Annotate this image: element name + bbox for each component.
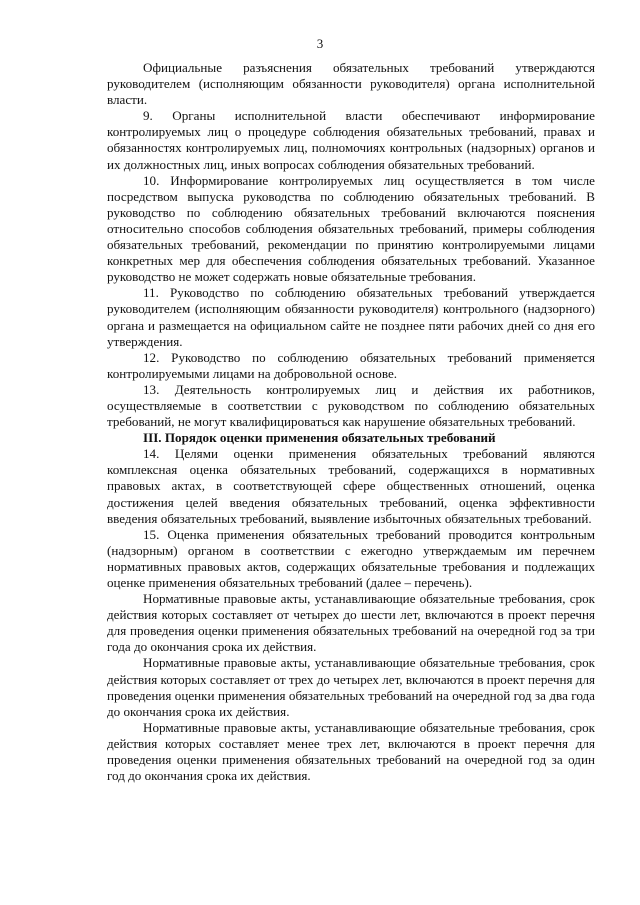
paragraph-9: 9. Органы исполнительной власти обеспечивают информирование контролируемых лиц о процедуре соблюдения обязательных требований, правах и обязанностях контролируемых лиц, полномочиях контрольных (надзорных) органов и их должностных лиц, иных вопросах соблюдения обязательных требований. — [107, 108, 595, 172]
paragraph-three-to-four-years: Нормативные правовые акты, устанавливающие обязательные требования, срок действия которых составляет от трех до четырех лет, включаются в проект перечня для проведения оценки применения обязательных требований на очередной год за два года до окончания срока их действия. — [107, 655, 595, 719]
document-body — [107, 60, 595, 784]
paragraph-four-to-six-years: Нормативные правовые акты, устанавливающие обязательные требования, срок действия которых составляет от четырех до шести лет, включаются в проект перечня для проведения оценки применения обязательных требований на очередной год за три года до окончания срока их действия. — [107, 591, 595, 655]
paragraph-10: 10. Информирование контролируемых лиц осуществляется в том числе посредством выпуска руководства по соблюдению обязательных требований. В руководство по соблюдению обязательных требований включаются пояснения относительно способов соблюдения обязательных требований, примеры соблюдения обязательных требований, рекомендации по принятию контролируемыми лицами конкретных мер для обеспечения соблюдения обязательных требований. Указанное руководство не может содержать новые обязательные требования. — [107, 172, 595, 285]
paragraph-11: 11. Руководство по соблюдению обязательных требований утверждается руководителем (исполняющим обязанности руководителя) контрольного (надзорного) органа и размещается на официальном сайте не позднее пяти рабочих дней со дня его утверждения. — [107, 285, 595, 349]
page-number: 3 — [316, 36, 324, 51]
section-title: III. Порядок оценки применения обязательных требований — [143, 430, 496, 446]
paragraph-14: 14. Целями оценки применения обязательных требований являются комплексная оценка обязательных требований, содержащихся в нормативных правовых актах, в соответствующей сфере общественных отношений, оценка достижения целей введения обязательных требований, оценка эффективности введения обязательных требований, выявление избыточных обязательных требований. — [107, 446, 595, 526]
paragraph-13: 13. Деятельность контролируемых лиц и действия их работников, осуществляемые в соответствии с руководством по соблюдению обязательных требований, не могут квалифицироваться как нарушение обязательных требований. — [107, 381, 595, 430]
paragraph-12: 12. Руководство по соблюдению обязательных требований применяется контролируемыми лицами на добровольной основе. — [107, 349, 595, 381]
paragraph-15: 15. Оценка применения обязательных требований проводится контрольным (надзорным) органом в соответствии с ежегодно утверждаемым им перечнем нормативных правовых актов, содержащих обязательные требования и подлежащих оценке применения обязательных требований (далее – перечень). — [107, 526, 595, 590]
paragraph-less-than-three-years: Нормативные правовые акты, устанавливающие обязательные требования, срок действия которых составляет менее трех лет, включаются в проект перечня для проведения оценки применения обязательных требований на очередной год за один год до окончания срока их действия. — [107, 719, 595, 784]
paragraph-official-explanations: Официальные разъяснения обязательных требований утверждаются руководителем (исполняющим обязанности руководителя) органа исполнительной власти. — [107, 60, 595, 108]
